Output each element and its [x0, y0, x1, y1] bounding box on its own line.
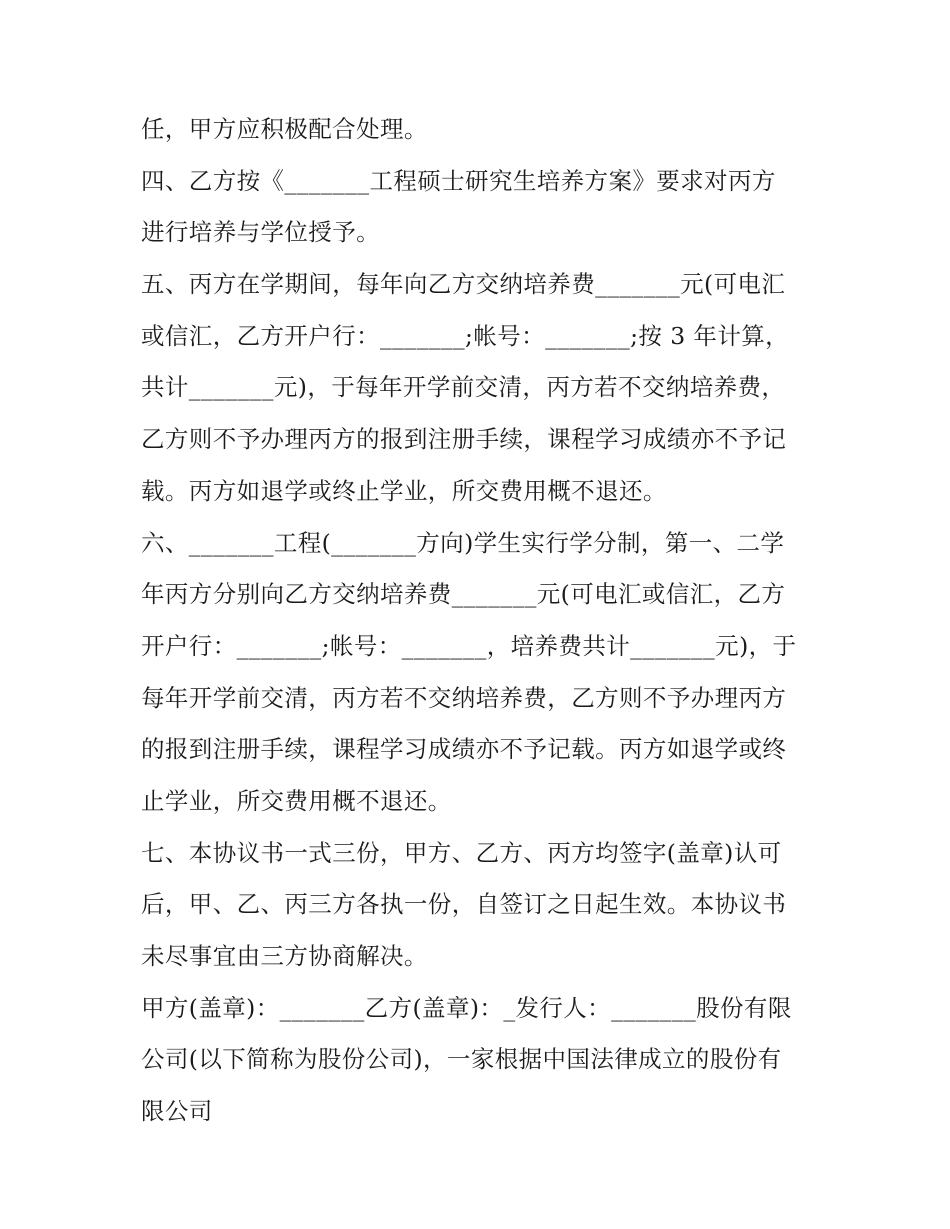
text-line: 共计_______元)，于每年开学前交清，丙方若不交纳培养费，	[141, 373, 786, 402]
text-line: 止学业，所交费用概不退还。	[141, 786, 452, 815]
text-line: 载。丙方如退学或终止学业，所交费用概不退还。	[141, 476, 667, 505]
text-line: 每年开学前交清，丙方若不交纳培养费，乙方则不予办理丙方	[141, 683, 787, 712]
text-line: 四、乙方按《_______工程硕士研究生培养方案》要求对丙方	[141, 166, 776, 195]
text-line: 七、本协议书一式三份，甲方、乙方、丙方均签字(盖章)认可	[141, 838, 782, 867]
text-line: 任，甲方应积极配合处理。	[141, 115, 428, 143]
text-line: 未尽事宜由三方协商解决。	[141, 942, 428, 970]
text-line: 开户行：_______;帐号：_______，培养费共计_______元)，于	[141, 631, 797, 660]
text-line: 甲方(盖章)：_______乙方(盖章)：_发行人：_______股份有限	[141, 993, 792, 1022]
document-body	[141, 104, 841, 1138]
text-line: 乙方则不予办理丙方的报到注册手续，课程学习成绩亦不予记	[141, 425, 787, 454]
text-line: 限公司	[141, 1097, 213, 1126]
text-line: 六、_______工程(_______方向)学生实行学分制，第一、二学	[141, 528, 785, 557]
text-line: 公司(以下简称为股份公司)，一家根据中国法律成立的股份有	[141, 1045, 782, 1074]
text-line: 或信汇，乙方开户行：_______;帐号：_______;按 3 年计算，	[141, 321, 790, 350]
text-line: 五、丙方在学期间，每年向乙方交纳培养费_______元(可电汇	[141, 270, 786, 299]
text-line: 进行培养与学位授予。	[141, 218, 380, 247]
text-line: 后，甲、乙、丙三方各执一份，自签订之日起生效。本协议书	[141, 890, 787, 919]
text-line: 的报到注册手续，课程学习成绩亦不予记载。丙方如退学或终	[141, 735, 787, 764]
text-line: 年丙方分别向乙方交纳培养费_______元(可电汇或信汇，乙方	[141, 580, 786, 609]
